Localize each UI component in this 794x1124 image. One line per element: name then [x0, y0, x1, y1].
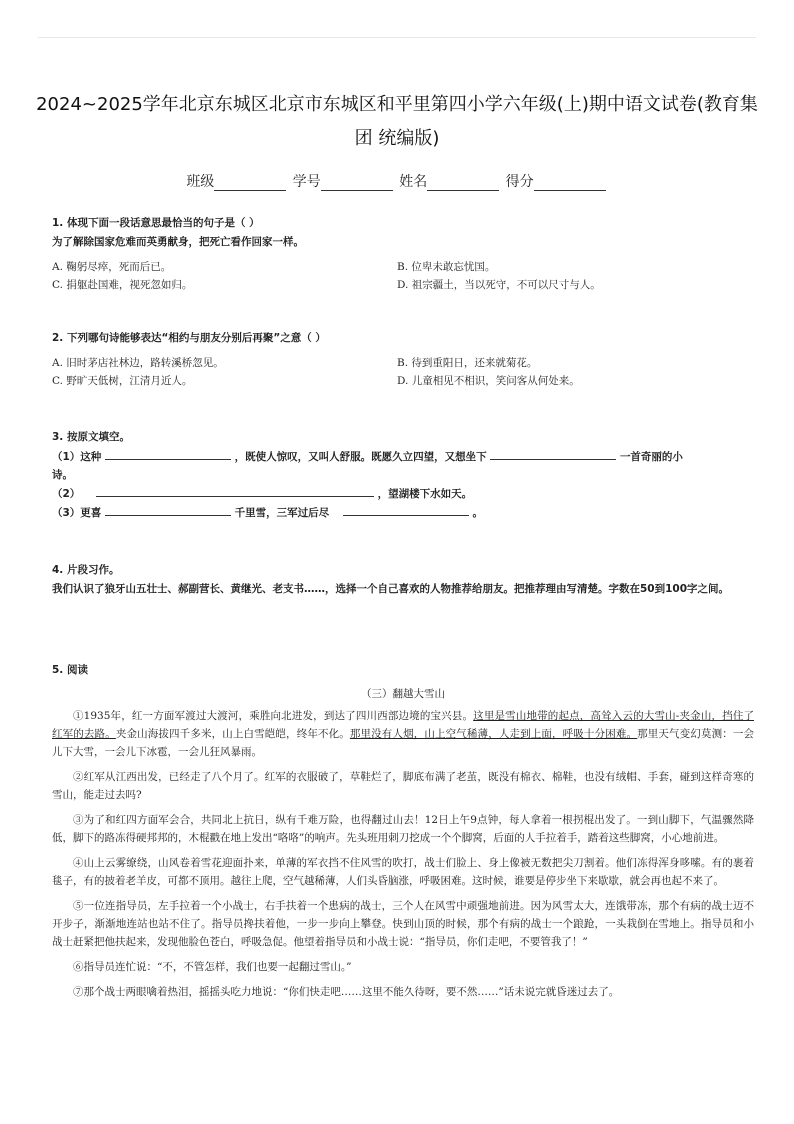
score-label: 得分 [505, 174, 534, 190]
question-5 [52, 661, 754, 1008]
p1-underlined-1: 这里是雪山地带的起点，高耸入云的大雪山-夹金山，挡住了红军的去路。 [52, 710, 754, 740]
question-3-title: 3. 按原文填空。 [52, 431, 130, 443]
q3-line-3-middle: 千里雪，三军过后尽 [234, 507, 330, 519]
p1-segment-2: 夹金山海拔四千多米，山上白雪皑皑，终年不化。 [115, 728, 350, 740]
passage-paragraph-3: ③为了和红四方面军会合，共同北上抗日，纵有千难万险，也得翻过山去！12日上午9点钟，每人拿着一根拐棍出发了。一到山脚下，气温骤然降低，脚下的路冻得硬邦邦的，木棍戳在地上发出“咯咯”的响声。先头班用刺刀挖成一个个脚窝，后面的人手拉着手，踏着这些脚窝，小心地前进。 [52, 814, 754, 844]
q3-line-1-cont: 诗。 [52, 469, 73, 481]
q2-option-a[interactable]: A. 旧时茅店社林边，路转溪桥忽见。 [52, 357, 224, 369]
student-id-label: 学号 [292, 174, 321, 190]
question-1-title: 1. 体现下面一段话意思最恰当的句子是（ ） [52, 217, 260, 229]
q3-blank-4[interactable] [105, 503, 231, 516]
passage-paragraph-4: ④山上云雾缭绕，山风卷着雪花迎面扑来，单薄的军衣挡不住风雪的吹打，战士们脸上、身上像被无数把尖刀割着。他们冻得浑身哆嗦。有的裹着毯子，有的披着老羊皮，可都不顶用。越往上爬，空气越稀薄，人们头昏脑涨，呼吸困难。这时候，谁要是停步坐下来歇歇，就会再也起不来了。 [52, 857, 754, 887]
name-blank[interactable] [427, 176, 499, 191]
q3-line-3 [52, 503, 754, 522]
q3-blank-5[interactable] [343, 503, 469, 516]
question-1 [52, 214, 754, 294]
question-4-title: 4. 片段习作。 [52, 564, 120, 576]
student-info-line [0, 171, 794, 191]
class-blank[interactable] [214, 176, 286, 191]
q2-option-d[interactable]: D. 儿童相见不相识，笑问客从何处来。 [397, 375, 580, 387]
q1-option-c[interactable]: C. 捐躯赴国难，视死忽如归。 [52, 279, 193, 291]
q3-line-1-suffix: 一首奇丽的小 [619, 451, 683, 463]
question-4 [52, 561, 754, 599]
q2-option-b[interactable]: B. 待到重阳日，还来就菊花。 [397, 357, 538, 369]
p1-segment-1: ①1935年，红一方面军渡过大渡河，乘胜向北进发，到达了四川西部边境的宝兴县。 [73, 710, 474, 722]
q3-blank-2[interactable] [490, 447, 616, 460]
q3-line-2-suffix: ，望湖楼下水如天。 [377, 488, 473, 500]
q3-blank-1[interactable] [105, 447, 231, 460]
class-label: 班级 [186, 174, 215, 190]
passage-paragraph-5: ⑤一位连指导员，左手拉着一个小战士，右手扶着一个患病的战士，三个人在风雪中顽强地前进。因为风雪太大，连饿带冻，那个有病的战士迈不开步子，渐渐地连站也站不住了。指导员搀扶着他，一步一步向上攀登。快到山顶的时候，那个有病的战士一个踉跄，一头栽倒在雪地上。指导员和小战士赶紧把他扶起来，发现他脸色苍白，呼吸急促。他望着指导员和小战士说：“指导员，你们走吧，不要管我了！” [52, 900, 754, 948]
q3-line-2-prefix: （2） [52, 488, 81, 500]
question-2 [52, 329, 754, 393]
p1-segment-3: 那里天气变幻莫测：一会儿下大雪，一会儿下冰雹，一会儿狂风暴雨。 [52, 728, 755, 758]
passage-paragraph-7: ⑦那个战士两眼噙着热泪，摇摇头吃力地说：“你们快走吧……这里不能久待呀，要不然……”话未说完就昏迷过去了。 [73, 986, 620, 998]
top-divider [38, 37, 756, 38]
passage-paragraph-2: ②红军从江西出发，已经走了八个月了。红军的衣服破了，草鞋烂了，脚底布满了老茧，既没有棉衣、棉鞋，也没有绒帽、手套，碰到这样奇寒的雪山，能走过去吗? [52, 771, 754, 801]
question-1-stem: 为了解除国家危难而英勇献身，把死亡看作回家一样。 [52, 236, 304, 248]
name-label: 姓名 [399, 174, 428, 190]
q3-line-3-prefix: （3）更喜 [52, 507, 102, 519]
q1-option-a[interactable]: A. 鞠躬尽瘁，死而后已。 [52, 261, 172, 273]
q3-line-1 [52, 447, 754, 466]
score-blank[interactable] [534, 176, 606, 191]
question-4-body: 我们认识了狼牙山五壮士、郝副营长、黄继光、老支书……，选择一个自己喜欢的人物推荐给朋友。把推荐理由写清楚。字数在50到100字之间。 [52, 583, 730, 595]
student-id-blank[interactable] [321, 176, 393, 191]
q3-blank-3[interactable] [96, 484, 374, 497]
q2-option-c[interactable]: C. 野旷天低树，江清月近人。 [52, 375, 193, 387]
passage-title: （三）翻越大雪山 [361, 688, 445, 700]
q1-option-b[interactable]: B. 位卑未敢忘忧国。 [397, 261, 496, 273]
question-5-title: 5. 阅读 [52, 664, 88, 676]
q3-line-1-prefix: （1）这种 [52, 451, 102, 463]
question-2-title: 2. 下列哪句诗能够表达“相约与朋友分别后再聚”之意（ ） [52, 332, 326, 344]
q3-line-3-suffix: 。 [472, 507, 483, 519]
q3-line-2 [52, 484, 754, 503]
q3-line-1-middle: ，既使人惊叹，又叫人舒服。既愿久立四望，又想坐下 [234, 451, 487, 463]
question-3 [52, 428, 754, 522]
q1-option-d[interactable]: D. 祖宗疆土，当以死守，不可以尺寸与人。 [397, 279, 601, 291]
page-title: 2024~2025学年北京东城区北京市东城区和平里第四小学六年级(上)期中语文试卷(教育集团 统编版) [36, 94, 758, 149]
passage-paragraph-1 [52, 707, 754, 761]
p1-underlined-2: 那里没有人烟，山上空气稀薄，人走到上面，呼吸十分困难。 [349, 728, 638, 740]
passage-paragraph-6: ⑥指导员连忙说：“不，不管怎样，我们也要一起翻过雪山。” [73, 961, 352, 973]
